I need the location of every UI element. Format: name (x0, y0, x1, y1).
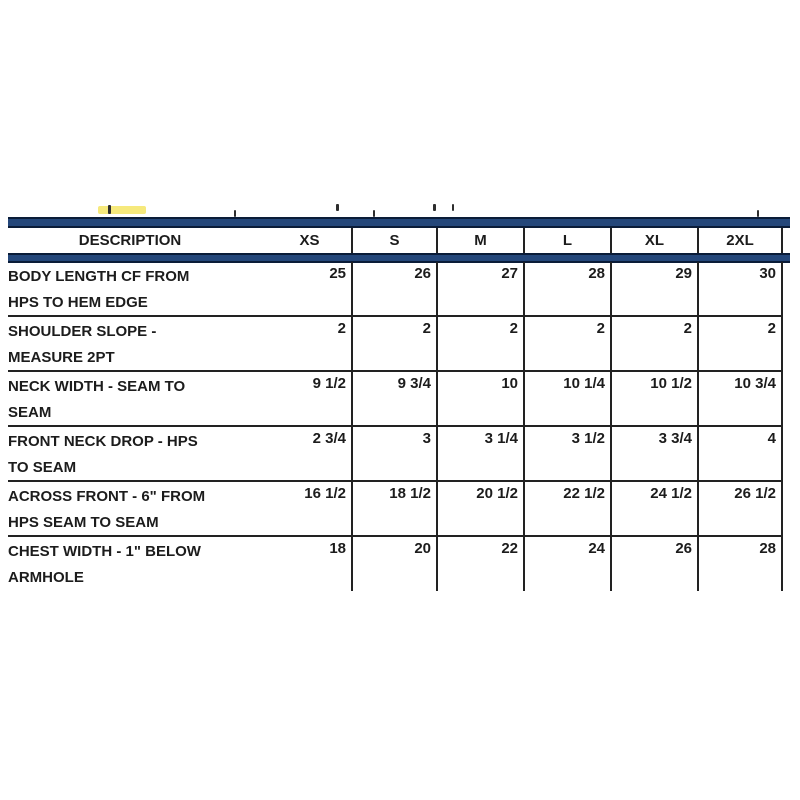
table-row (8, 537, 783, 590)
value-cell-m: 2 (438, 317, 525, 371)
header-cell-description: DESCRIPTION (78, 232, 182, 249)
header-cell-2xl: 2XL (699, 228, 783, 253)
top-divider-bar (8, 217, 790, 228)
value-cell-l: 2 (525, 317, 612, 371)
scan-artifact-mark (234, 210, 236, 217)
scan-artifact-mark (373, 210, 375, 217)
header-cell-xs: XS (268, 228, 353, 253)
table-row (8, 317, 783, 372)
value-cell-2xl: 26 1/2 (699, 482, 783, 536)
value-cell-2xl: 28 (699, 537, 783, 591)
table-row (8, 482, 783, 537)
value-cell-xl: 24 1/2 (612, 482, 699, 536)
size-chart-body (8, 262, 783, 590)
value-cell-2xl: 2 (699, 317, 783, 371)
value-cell-s: 18 1/2 (353, 482, 438, 536)
value-cell-s: 3 (353, 427, 438, 481)
value-cell-xl: 26 (612, 537, 699, 591)
value-cell-2xl: 10 3/4 (699, 372, 783, 426)
value-cell-s: 9 3/4 (353, 372, 438, 426)
header-cell-xl: XL (612, 228, 699, 253)
value-cell-xl: 10 1/2 (612, 372, 699, 426)
value-cell-m: 10 (438, 372, 525, 426)
scan-artifact-mark (108, 205, 111, 214)
value-cell-xs: 2 (268, 317, 353, 371)
measurement-description: CHEST WIDTH - 1" BELOW ARMHOLE (8, 543, 201, 586)
scan-artifact-mark (757, 210, 759, 217)
scan-artifact-mark (452, 204, 454, 211)
value-cell-m: 27 (438, 262, 525, 316)
table-row (8, 262, 783, 317)
value-cell-xl: 29 (612, 262, 699, 316)
measurement-description: ACROSS FRONT - 6" FROM HPS SEAM TO SEAM (8, 488, 206, 531)
measurement-description: FRONT NECK DROP - HPS TO SEAM (8, 433, 198, 476)
value-cell-l: 3 1/2 (525, 427, 612, 481)
value-cell-l: 10 1/4 (525, 372, 612, 426)
highlighter-smudge (98, 206, 146, 214)
value-cell-xl: 2 (612, 317, 699, 371)
value-cell-2xl: 4 (699, 427, 783, 481)
header-cell-l: L (525, 228, 612, 253)
measurement-description: NECK WIDTH - SEAM TO SEAM (8, 378, 186, 421)
value-cell-xs: 25 (268, 262, 353, 316)
value-cell-xs: 16 1/2 (268, 482, 353, 536)
value-cell-l: 22 1/2 (525, 482, 612, 536)
scan-artifact-mark (336, 204, 339, 211)
value-cell-xs: 2 3/4 (268, 427, 353, 481)
value-cell-2xl: 30 (699, 262, 783, 316)
value-cell-s: 2 (353, 317, 438, 371)
measurement-description: SHOULDER SLOPE - MEASURE 2PT (8, 323, 157, 366)
header-cell-m: M (438, 228, 525, 253)
value-cell-m: 20 1/2 (438, 482, 525, 536)
value-cell-l: 24 (525, 537, 612, 591)
value-cell-s: 20 (353, 537, 438, 591)
size-chart-header-row (8, 228, 783, 253)
value-cell-m: 3 1/4 (438, 427, 525, 481)
value-cell-xl: 3 3/4 (612, 427, 699, 481)
header-cell-s: S (353, 228, 438, 253)
value-cell-xs: 9 1/2 (268, 372, 353, 426)
table-row (8, 372, 783, 427)
table-row (8, 427, 783, 482)
value-cell-m: 22 (438, 537, 525, 591)
value-cell-xs: 18 (268, 537, 353, 591)
value-cell-l: 28 (525, 262, 612, 316)
scan-artifact-mark (433, 204, 436, 211)
value-cell-s: 26 (353, 262, 438, 316)
measurement-description: BODY LENGTH CF FROM HPS TO HEM EDGE (8, 268, 190, 311)
